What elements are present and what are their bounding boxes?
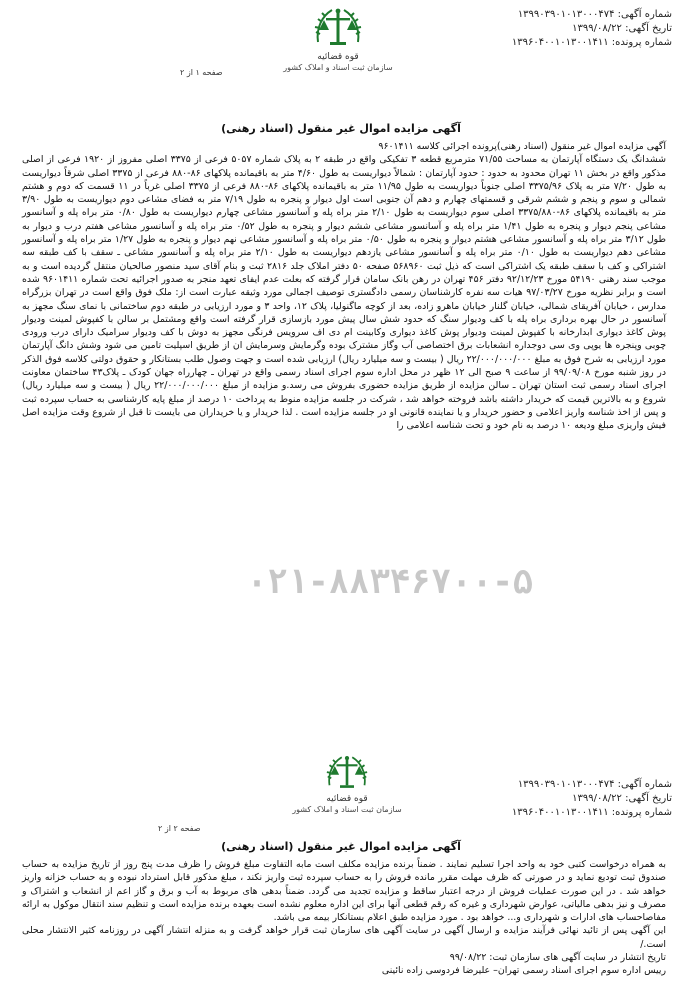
- page-number: صفحه ۱ از ۲: [180, 68, 223, 77]
- emblem-subtitle: سازمان ثبت اسناد و املاک کشور: [292, 805, 402, 814]
- document-page-2: [0, 614, 682, 992]
- emblem-title: قوه قضائیه: [317, 52, 359, 62]
- document-title: آگهی مزایده اموال غیر منقول (اسناد رهنی): [221, 840, 461, 853]
- header-meta: [512, 778, 672, 820]
- judiciary-emblem: [283, 4, 393, 73]
- ad-number: شماره آگهی: ۱۳۹۹۰۳۹۰۱۰۱۳۰۰۰۴۷۴: [517, 9, 672, 20]
- scales-emblem-icon: [283, 4, 393, 52]
- ad-date: تاریخ آگهی: ۱۳۹۹/۰۸/۲۲: [572, 23, 672, 34]
- file-number: شماره پرونده: ۱۳۹۶۰۴۰۰۱۰۱۳۰۰۱۴۱۱: [511, 37, 672, 48]
- body-paragraph: به همراه درخواست کتبی خود به واحد اجرا تسلیم نمایند . ضمناً برنده مزایده مکلف است مابه التفاوت مبلغ فروش را ظرف مدت پنج روز از تاریخ مزایده به حساب صندوق ثبت تودیع نماید و در صورتی که ظرف مهلت مقرر مانده فروش را به حساب سپرده ثبت واریز نکند ، مبلغ مذکور قابل استرداد نبوده و به حساب خزانه واریز خواهد شد . در این صورت عملیات فروش از درجه اعتبار ساقط و مزایده تجدید می گردد. ضمناً بدهی های مربوط به آب و برق و گاز اعم از انشعاب و اشتراک و مصرف و نیز بدهی مالیاتی، عوارض شهرداری و غیره که رقم قطعی آنها برای این اداره معلوم نشده است بعهده برنده مزایده است و تنظیم سند انتقال موکول به ارائه مفاصاحساب های ادارات و شهرداری و... خواهد بود . مورد مزایده طبق اعلام بستانکار بیمه می باشد.: [22, 859, 666, 924]
- header-meta: [512, 8, 672, 50]
- scales-emblem-icon: [292, 752, 402, 794]
- body-paragraph: آگهی مزایده اموال غیر منقول (اسناد رهنی)پرونده اجرائی کلاسه ۹۶۰۱۴۱۱: [378, 141, 666, 152]
- signature-line: رییس اداره سوم اجرای اسناد رسمی تهران– علیرضا فردوسی زاده نائینی: [381, 965, 666, 977]
- phone-watermark: ۰۲۱-۸۸۳۴۶۷۰۰-۵: [246, 562, 534, 602]
- publish-date: تاریخ انتشار در سایت آگهی های سازمان ثبت: ۹۹/۰۸/۲۲: [449, 952, 666, 964]
- file-number: شماره پرونده: ۱۳۹۶۰۴۰۰۱۰۱۳۰۰۱۴۱۱: [511, 807, 672, 818]
- document-body: [22, 858, 666, 978]
- emblem-title: قوه قضائیه: [326, 794, 368, 804]
- document-body: [22, 140, 666, 433]
- judiciary-emblem: [292, 752, 402, 815]
- document-title: آگهی مزایده اموال غیر منقول (اسناد رهنی): [221, 122, 461, 135]
- page-number: صفحه ۲ از ۲: [158, 824, 201, 833]
- ad-number: شماره آگهی: ۱۳۹۹۰۳۹۰۱۰۱۳۰۰۰۴۷۴: [517, 779, 672, 790]
- ad-date: تاریخ آگهی: ۱۳۹۹/۰۸/۲۲: [572, 793, 672, 804]
- body-paragraph: این آگهی پس از تائید نهائی فرآیند مزایده و ارسال آگهی در سایت آگهی های سازمان ثبت قرار خواهد گرفت و به منزله انتشار آگهی در روزنامه کثیر الانتشار محلی است./: [22, 925, 666, 950]
- body-paragraph: ششدانگ یک دستگاه آپارتمان به مساحت ۷۱/۵۵ مترمربع قطعه ۳ تفکیکی واقع در طبقه ۲ به پلاک شماره ۵۰۵۷ فرعی از ۳۳۷۵ اصلی مفروز از ۱۹۲۰ فرعی از اصلی مذکور واقع در بخش ۱۱ تهران محدود به حدود : حدود آپارتمان : شمالاً دیواریست به طول ۴/۶۰ متر به باقیمانده پلاکهای ۸۶-۸۸۰ فرعی از ۳۳۷۵ اصلی شرقاً دیواریست به طول ۷/۲۰ متر به پلاک ۳۳۷۵/۹۶ اصلی جنوباً دیواریست به طول ۱۱/۹۵ متر به باقیمانده پلاکهای ۸۶-۸۸۰ فرعی از ۳۳۷۵ اصلی غرباً در ۱۱ قسمت که دوم و هشتم شمالی و سوم و پنجم و ششم شرقی و قسمتهای چهارم و دهم آن جنوبی است اول دیوار و پنجره به طول ۷/۱۹ متر به فضای مشاعی دوم دیواریست به طول ۳/۹۰ متر به باقیمانده پلاکهای ۸۶-۳۳۷۵/۸۸۰ اصلی سوم دیواریست به طول ۲/۱۰ متر براه پله و آسانسور مشاعی چهارم دیواریست به طول ۰/۸۰ متر براه پله و آسانسور مشاعی پنجم دیوار و پنجره به طول ۱/۴۱ متر براه پله و آسانسور مشاعی ششم دیوار و پنجره به طول ۰/۵۲ متر براه پله و آسانسور مشاعی هفتم درب و دیوار به طول ۳/۱۲ متر براه پله و آسانسور مشاعی هشتم دیوار و پنجره به طول ۰/۵۰ متر براه پله و آسانسور مشاعی نهم دیوار و پنجره به طول ۱/۲۷ متر براه پله و آسانسور مشاعی دهم دیواریست به طول ۰/۱۰ متر براه پله و آسانسور مشاعی یازدهم دیواریست به طول ۲/۱۰ متر براه پله و آسانسور مشاعی ـ سقف با کف طبقه سه اشتراکی و کف با سقف طبقه یک اشتراکی است که ذیل ثبت ۵۶۸۹۶۰ صفحه ۵۰ دفتر املاک جلد ۲۸۱۶ ثبت و بنام آقای سید منصور صالحیان منتقل گردیده است و به موجب سند رهنی ۵۴۱۹۰ مورخ ۹۲/۱۲/۲۳ دفتر ۴۵۶ تهران در رهن بانک سامان قرار گرفته که بعلت عدم ایفای تعهد منجر به صدور اجرائیه تحت شماره ۹۶۰۱۴۱۱ شده است و برابر نظریه مورخ ۹۷/۰۳/۲۷ هیات سه نفره کارشناسان رسمی دادگستری توصیف اجمالی مورد وثیقه عبارت است از: ملک فوق واقع است در تهران بزرگراه مدارس ، خیابان آفریقای شمالی، خیابان گلنار خیابان ماهرو زاده، بعد از کوچه ماگنولیا، پلاک ۱۲، واحد ۳ و مورد ارزیابی در طبقه دوم ساختمانی با نمای سنگ مجهز به آسانسور در حال بهره برداری براه پله با کف ودیوار سنگ که حدود شش سال پیش مورد بازسازی قرار گرفته است واقع ومشتمل بر سالن با کفپوش لمینت ودیوار پوش کاغذ دیواری ابدارخانه با کفپوش لمینت ودیوار پوش کاغذ دیواری وکابینت ام دی اف سرویس فرنگی مجهز به دوش با کف ودیوار سرامیک دارای درب ورودی چوبی وپنجره ها یوپی وی سی دوجداره انشعابات برق اختصاصی آب وگاز مشترک بوده وگرمایش وسرمایش ان از طریق اسپلیت تامین می شود وشش دانگ آپارتمان مورد ارزیابی به شرح فوق به مبلغ ۲۲/۰۰۰/۰۰۰/۰۰۰ ریال ( بیست و سه میلیارد ریال) ارزیابی شده است و جهت وصول طلب بستانکار و حقوق دولتی کلاسه فوق الذکر در روز شنبه مورخ ۹۹/۰۹/۰۸ از ساعت ۹ صبح الی ۱۲ ظهر در محل اداره سوم اجرای اسناد رسمی واقع در تهران ـ چهارراه جهان کودک ـ پلاک۴۳ ساختمان معاونت اجرای اسناد رسمی ثبت استان تهران ـ سالن مزایده از طریق مزایده حضوری بفروش می رسد.و مزایده از مبلغ ۲۲/۰۰۰/۰۰۰/۰۰۰ ریال ( بیست و سه میلیارد ریال) شروع و به بالاترین قیمت که خریدار داشته باشد فروخته خواهد شد ، شرکت در جلسه مزایده منوط به پرداخت ۱۰ درصد از مبلغ پایه کارشناسی به حساب سپرده ثبت و پس از اخذ شناسه واریز اعلامی و حضور خریدار و یا نماینده قانونی او در جلسه مزایده است . لذا خریدار و یا خریداران می بایست تا قبل از شروع وقت مزایده اصل فیش واریزی مبلغ ودیعه ۱۰ درصد به نام خود و تحت شناسه اعلامی را: [22, 154, 667, 432]
- emblem-subtitle: سازمان ثبت اسناد و املاک کشور: [283, 63, 393, 72]
